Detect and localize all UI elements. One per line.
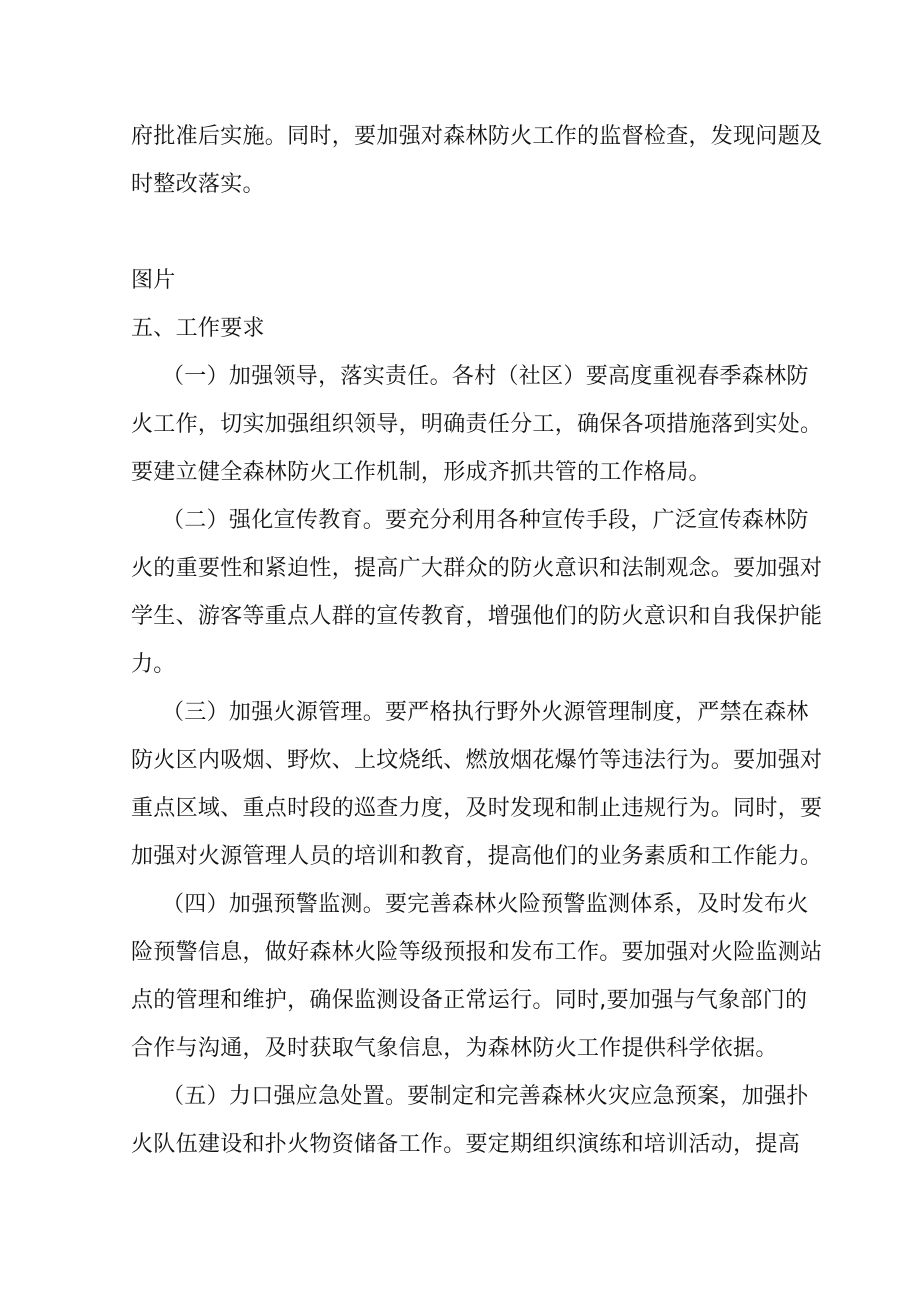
paragraph-2-line-3: 学生、游客等重点人群的宣传教育，增强他们的防火意识和自我保护能 [131,604,823,629]
paragraph-4-line-1: （四）加强预警监测。要完善森林火险预警监测体系，及时发布火 [162,892,809,917]
paragraph-3-line-2: 防火区内吸烟、野炊、上坟烧纸、燃放烟花爆竹等违法行为。要加强对 [131,748,823,773]
paragraph-1-line-2: 火工作，切实加强组织领导，明确责任分工，确保各项措施落到实处。 [131,412,823,437]
paragraph-2-line-4: 力。 [131,652,176,677]
paragraph-3-line-4: 加强对火源管理人员的培训和教育，提高他们的业务素质和工作能力。 [131,844,823,869]
paragraph-1-line-3: 要建立健全森林防火工作机制，形成齐抓共管的工作格局。 [131,460,711,485]
image-placeholder-text: 图片 [131,268,176,293]
paragraph-5-line-1: （五）力口强应急处置。要制定和完善森林火灾应急预案，加强扑 [162,1084,809,1109]
paragraph-3-line-3: 重点区域、重点时段的巡查力度，及时发现和制止违规行为。同时，要 [131,796,823,821]
paragraph-4-line-4: 合作与沟通，及时获取气象信息，为森林防火工作提供科学依据。 [131,1036,778,1061]
paragraph-5-line-2: 火队伍建设和扑火物资储备工作。要定期组织演练和培训活动，提高 [131,1132,801,1157]
intro-line-2: 时整改落实。 [131,172,265,197]
paragraph-2-line-1: （二）强化宣传教育。要充分利用各种宣传手段，广泛宣传森林防 [162,508,809,533]
intro-line-1: 府批准后实施。同时，要加强对森林防火工作的监督检查，发现问题及 [131,124,823,149]
paragraph-2-line-2: 火的重要性和紧迫性，提高广大群众的防火意识和法制观念。要加强对 [131,556,823,581]
paragraph-4-line-2: 险预警信息，做好森林火险等级预报和发布工作。要加强对火险监测站 [131,940,823,965]
paragraph-1-line-1: （一）加强领导，落实责任。各村（社区）要高度重视春季森林防 [162,364,809,389]
paragraph-4-line-3: 点的管理和维护，确保监测设备正常运行。同时,要加强与气象部门的 [131,988,808,1013]
section-heading: 五、工作要求 [131,316,265,341]
paragraph-3-line-1: （三）加强火源管理。要严格执行野外火源管理制度，严禁在森林 [162,700,809,725]
